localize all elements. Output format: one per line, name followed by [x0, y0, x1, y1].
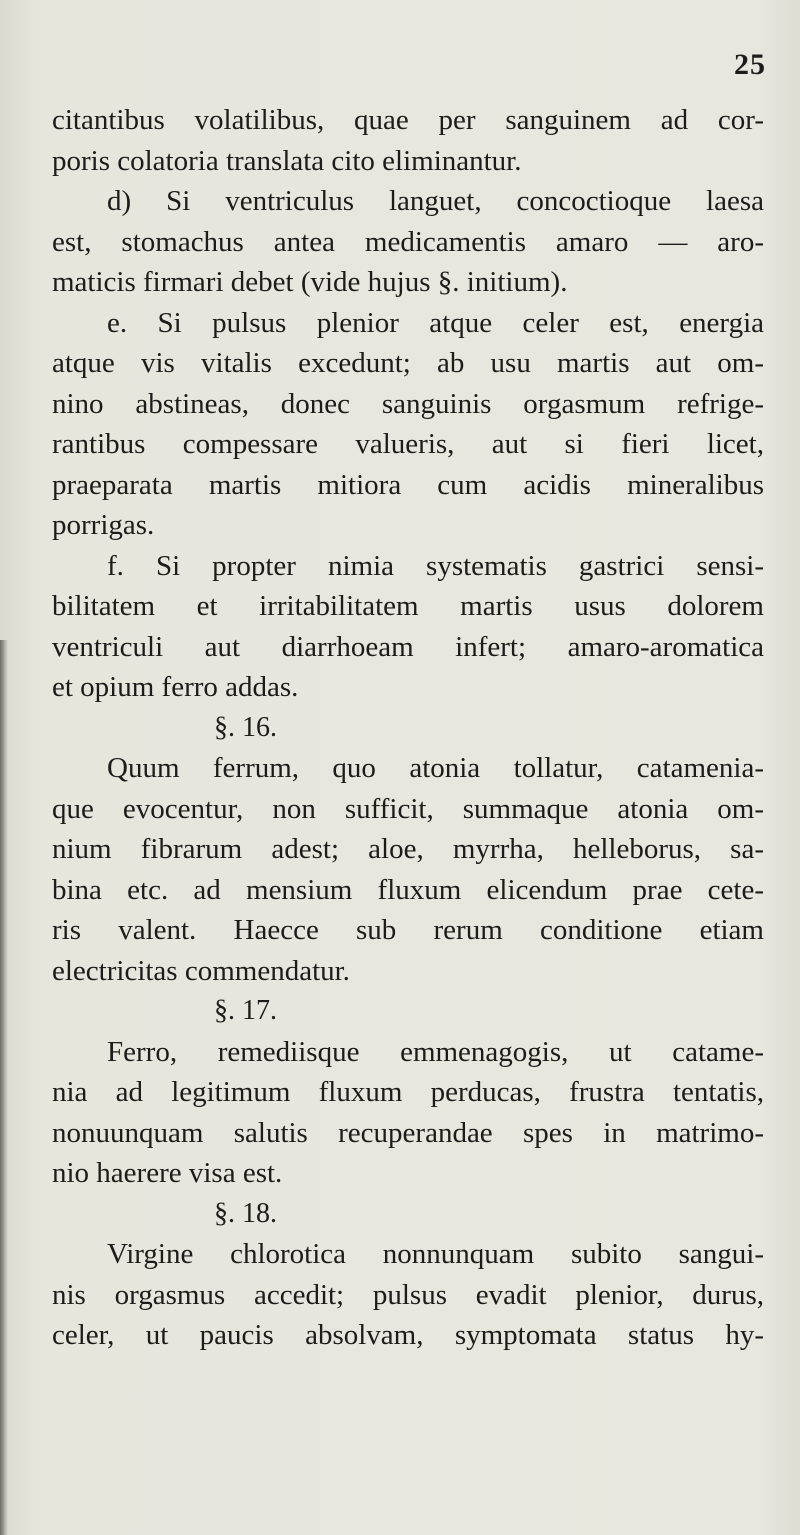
- text-line: porrigas.: [52, 509, 155, 541]
- text-line: bilitatem et irritabilitatem martis usus dolorem: [52, 590, 764, 622]
- text-line: celer, ut paucis absolvam, symptomata status hy-: [52, 1319, 764, 1351]
- text-line: que evocentur, non sufficit, summaque atonia om-: [52, 792, 764, 825]
- text-line: ris valent. Haecce sub rerum conditione etiam: [52, 914, 764, 946]
- text-line: nia ad legitimum fluxum perducas, frustra tentatis,: [52, 1076, 764, 1108]
- section-heading: §. 17.: [214, 995, 277, 1026]
- text-line: nio haerere visa est.: [52, 1157, 283, 1189]
- text-line: bina etc. ad mensium fluxum elicendum prae cete-: [52, 873, 764, 906]
- text-line: nino abstineas, donec sanguinis orgasmum refrige-: [52, 387, 764, 420]
- text-line: Quum ferrum, quo atonia tollatur, catamenia-: [107, 752, 764, 784]
- text-line: nonuunquam salutis recuperandae spes in matrimo-: [52, 1116, 764, 1149]
- text-line: et opium ferro addas.: [52, 671, 299, 703]
- text-line: nium fibrarum adest; aloe, myrrha, helleborus, sa-: [52, 833, 764, 865]
- text-line: praeparata martis mitiora cum acidis mineralibus: [52, 468, 764, 501]
- text-line: atque vis vitalis excedunt; ab usu martis aut om-: [52, 347, 764, 379]
- text-line: citantibus volatilibus, quae per sanguinem ad cor-: [52, 104, 764, 136]
- text-line: nis orgasmus accedit; pulsus evadit plenior, durus,: [52, 1278, 764, 1311]
- text-line: Ferro, remediisque emmenagogis, ut catame-: [107, 1035, 764, 1068]
- section-heading: §. 18.: [214, 1197, 277, 1229]
- page-number: 25: [734, 48, 766, 81]
- text-line: rantibus compessare valueris, aut si fieri licet,: [52, 428, 764, 460]
- text-line: f. Si propter nimia systematis gastrici sensi-: [107, 549, 764, 582]
- text-line: ventriculi aut diarrhoeam infert; amaro-aromatica: [52, 630, 764, 663]
- paragraph-continuation: [52, 100, 764, 181]
- section-16: [52, 708, 764, 992]
- page-edge-shadow: [0, 640, 8, 1535]
- paragraph-d: [52, 181, 764, 303]
- text-line: est, stomachus antea medicamentis amaro — aro-: [52, 225, 764, 258]
- text-line: d) Si ventriculus languet, concoctioque laesa: [107, 185, 764, 217]
- section-17: [52, 991, 764, 1194]
- text-line: Virgine chlorotica nonnunquam subito sangui-: [107, 1238, 764, 1270]
- section-heading: §. 16.: [214, 711, 277, 743]
- text-line: e. Si pulsus plenior atque celer est, energia: [107, 306, 764, 339]
- section-18: [52, 1194, 764, 1356]
- text-line: maticis firmari debet (vide hujus §. initium).: [52, 266, 568, 298]
- paragraph-e: [52, 303, 764, 546]
- body-text: [52, 100, 764, 1356]
- text-line: poris colatoria translata cito eliminantur.: [52, 144, 522, 177]
- text-line: electricitas commendatur.: [52, 954, 350, 987]
- paragraph-f: [52, 546, 764, 708]
